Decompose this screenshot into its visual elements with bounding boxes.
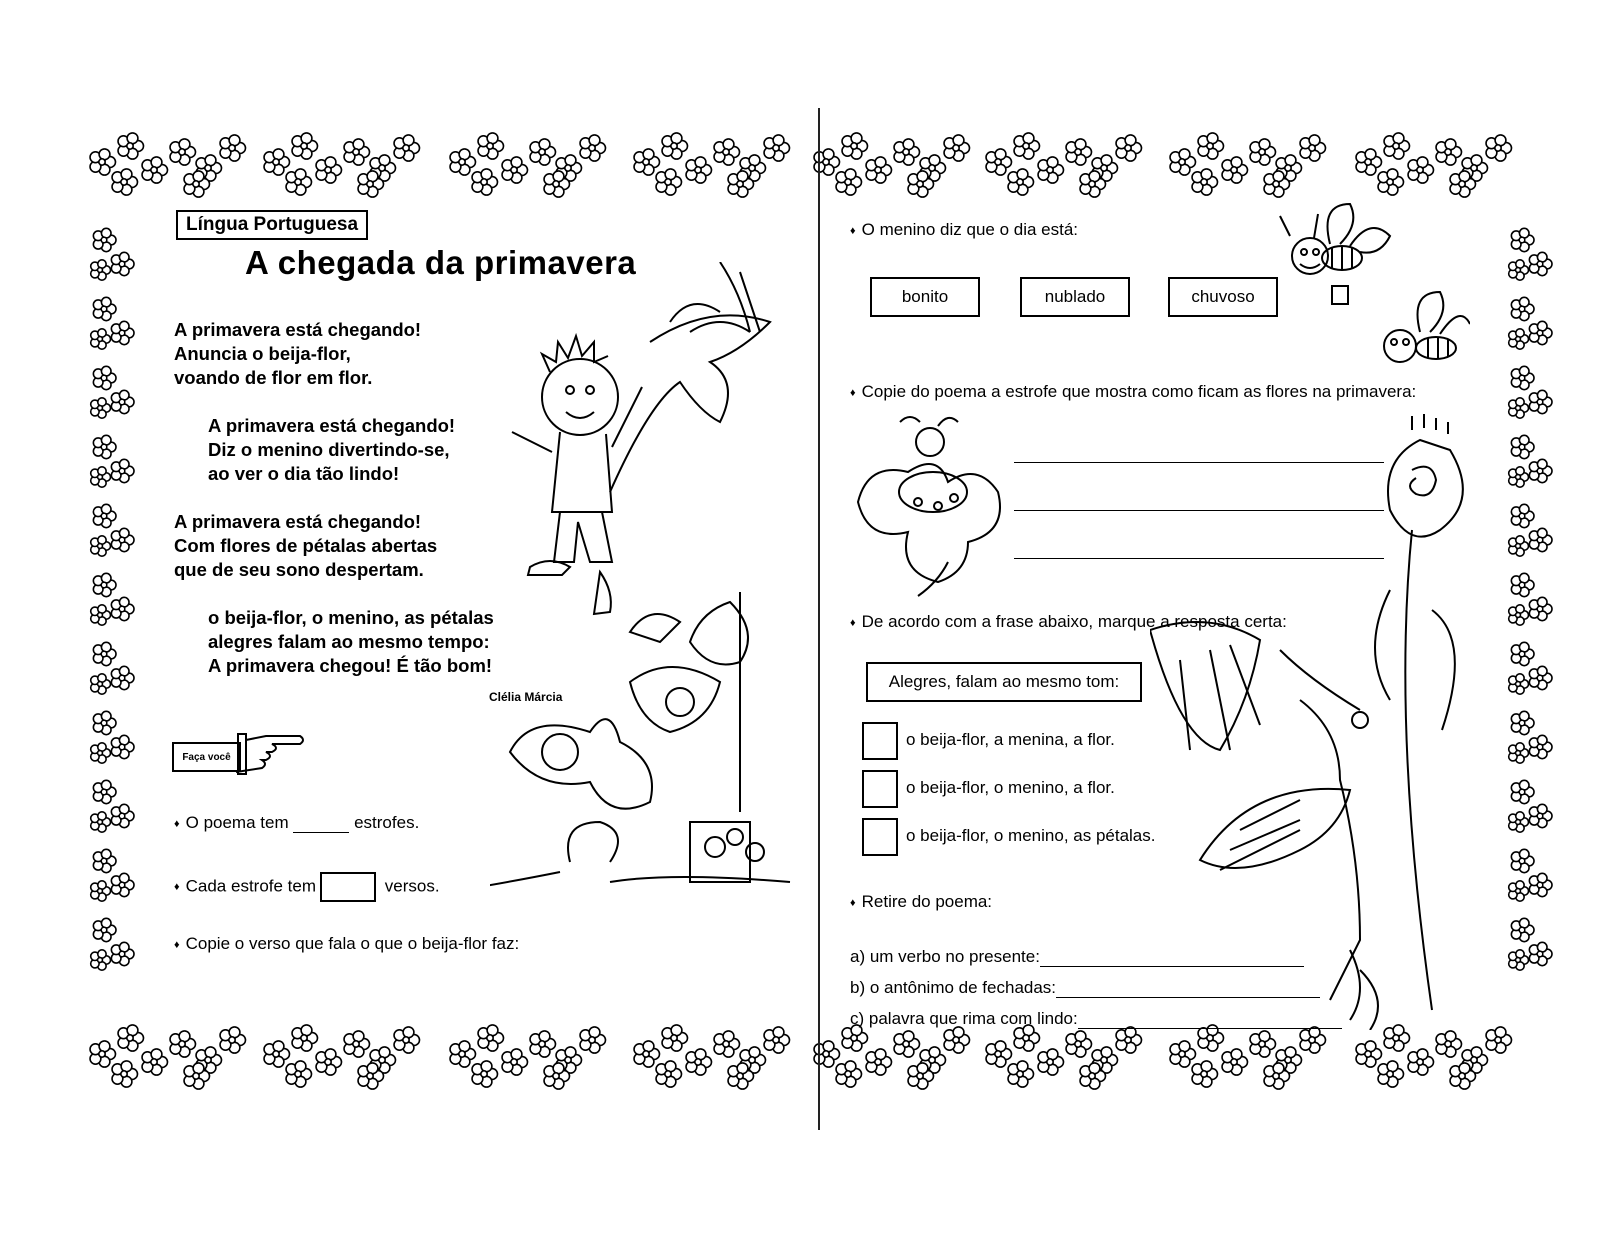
bullet-icon: ♦ [850,616,856,629]
flower-column-icon [82,220,142,286]
option-chuvoso[interactable]: chuvoso [1168,277,1278,317]
option-label: o beija-flor, a menina, a flor. [906,730,1115,749]
flower-column-icon [1500,496,1560,562]
boy-illustration [490,262,810,922]
pointing-hand-icon [236,730,306,778]
flower-column-icon [82,565,142,631]
page-divider [818,108,820,1130]
flower-column-icon [82,772,142,838]
question-mark-answer: ♦ De acordo com a frase abaixo, marque a resposta certa: [850,612,1287,631]
flower-column-icon [82,427,142,493]
subject-label: Língua Portuguesa [176,210,368,240]
flower-cluster-icon [808,118,973,198]
poem-verse: A primavera está chegando! [208,415,456,436]
poem-verse: ao ver o dia tão lindo! [208,463,400,484]
flower-column-icon [82,910,142,976]
poem-verse: A primavera está chegando! [174,319,422,340]
flower-cluster-icon [628,118,793,198]
option-bonito[interactable]: bonito [870,277,980,317]
question-extract: ♦ Retire do poema: [850,892,993,911]
flower-column-icon [82,841,142,907]
question-copy-stanza: ♦ Copie do poema a estrofe que mostra como ficam as flores na primavera: [850,382,1417,401]
flower-cluster-icon [444,118,609,198]
flower-cluster-icon [628,1010,793,1090]
option-label: o beija-flor, o menino, a flor. [906,778,1115,797]
poem-verse: Anuncia o beija-flor, [174,343,351,364]
option-nublado[interactable]: nublado [1020,277,1130,317]
poem-verse: que de seu sono despertam. [174,559,424,580]
bullet-icon: ♦ [850,386,856,399]
flower-column-icon [1500,289,1560,355]
answer-blank[interactable] [1056,977,1320,998]
flower-column-icon [1500,841,1560,907]
bullet-icon: ♦ [174,938,180,951]
poem-verse: A primavera está chegando! [174,511,422,532]
bullet-icon: ♦ [174,817,180,830]
extract-item-verb: a) um verbo no presente: [850,946,1304,967]
flower-column-icon [82,358,142,424]
answer-box[interactable] [320,872,376,902]
answer-blank[interactable] [1078,1008,1342,1029]
bee-illustration [1270,196,1470,376]
poem-stanza-3 [174,510,437,582]
flower-column-icon [1500,634,1560,700]
answer-blank[interactable] [293,812,349,833]
poem-verse: alegres falam ao mesmo tempo: [208,631,490,652]
flower-cluster-icon [1350,118,1515,198]
poem-stanza-4 [208,606,494,678]
question-day: ♦ O menino diz que o dia está: [850,220,1079,239]
flower-cluster-icon [84,1010,249,1090]
flower-column-icon [82,289,142,355]
poem-stanza-1 [174,318,421,390]
poem-verse: A primavera chegou! É tão bom! [208,655,493,676]
poem-author: Clélia Márcia [489,690,563,704]
flower-cluster-icon [980,118,1145,198]
flower-cluster-icon [1164,118,1329,198]
checkbox-option-2[interactable] [862,770,898,808]
flower-column-icon [1500,565,1560,631]
question-verses: ♦ Cada estrofe tem versos. [174,872,440,902]
poem-verse: voando de flor em flor. [174,367,373,388]
flower-cluster-icon [84,118,249,198]
flower-cluster-icon [258,1010,423,1090]
checkbox-option-1[interactable] [862,722,898,760]
poem-verse: Diz o menino divertindo-se, [208,439,450,460]
flower-column-icon [1500,358,1560,424]
phrase-box: Alegres, falam ao mesmo tom: [866,662,1142,702]
faca-voce-label: Faça você [172,742,241,772]
poem-stanza-2 [208,414,455,486]
flower-cluster-icon [258,118,423,198]
flower-column-icon [82,703,142,769]
option-label: o beija-flor, o menino, as pétalas. [906,826,1156,845]
flower-column-icon [1500,220,1560,286]
hummingbird-illustration [1150,410,1490,1030]
bullet-icon: ♦ [174,881,180,893]
extract-item-antonym: b) o antônimo de fechadas: [850,977,1320,998]
flower-column-icon [1500,427,1560,493]
extract-item-rhyme: c) palavra que rima com lindo: [850,1008,1342,1029]
flower-column-icon [82,496,142,562]
flower-column-icon [1500,703,1560,769]
flower-column-icon [82,634,142,700]
poem-verse: o beija-flor, o menino, as pétalas [208,607,494,628]
flower-column-icon [1500,772,1560,838]
question-copy-verse: ♦ Copie o verso que fala o que o beija-flor faz: [174,934,520,953]
answer-blank[interactable] [1040,946,1304,967]
page-title: A chegada da primavera [245,244,637,281]
flowers-illustration [848,412,1018,602]
poem-verse: Com flores de pétalas abertas [174,535,438,556]
bullet-icon: ♦ [850,896,856,909]
flower-cluster-icon [444,1010,609,1090]
flower-column-icon [1500,910,1560,976]
question-strophes: ♦ O poema tem estrofes. [174,813,420,832]
bullet-icon: ♦ [850,224,856,237]
checkbox-option-3[interactable] [862,818,898,856]
